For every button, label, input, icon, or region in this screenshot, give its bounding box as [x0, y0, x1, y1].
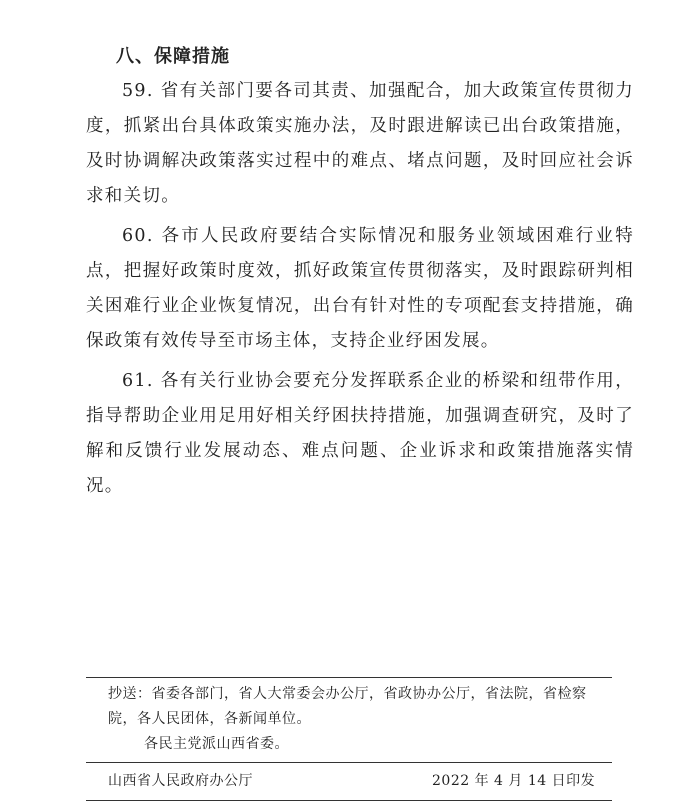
divider-middle: [86, 762, 612, 763]
cc-block: [108, 682, 608, 757]
issue-date: 2022 年 4 月 14 日印发: [432, 773, 596, 789]
cc-recipients: 抄送：省委各部门，省人大常委会办公厅，省政协办公厅，省法院，省检察院，各人民团体，各新闻单位。: [108, 686, 587, 727]
cc-recipients-continued: 各民主党派山西省委。: [144, 736, 289, 752]
paragraph-61: 61. 各有关行业协会要充分发挥联系企业的桥梁和纽带作用，指导帮助企业用足用好相关纾困扶持措施，加强调查研究，及时了解和反馈行业发展动态、难点问题、企业诉求和政策措施落实情况。: [86, 371, 634, 496]
divider-bottom: [86, 800, 612, 801]
divider-top: [86, 677, 612, 678]
paragraph-60: 60. 各市人民政府要结合实际情况和服务业领域困难行业特点，把握好政策时度效，抓好政策宣传贯彻落实，及时跟踪研判相关困难行业企业恢复情况，出台有针对性的专项配套支持措施，确保政策有效传导至市场主体，支持企业纾困发展。: [86, 226, 634, 351]
section-heading: 八、保障措施: [116, 46, 230, 67]
issuing-office: 山西省人民政府办公厅: [108, 773, 253, 789]
paragraph-59: 59. 省有关部门要各司其责、加强配合，加大政策宣传贯彻力度，抓紧出台具体政策实施办法，及时跟进解读已出台政策措施，及时协调解决政策落实过程中的难点、堵点问题，及时回应社会诉求和关切。: [86, 81, 634, 206]
